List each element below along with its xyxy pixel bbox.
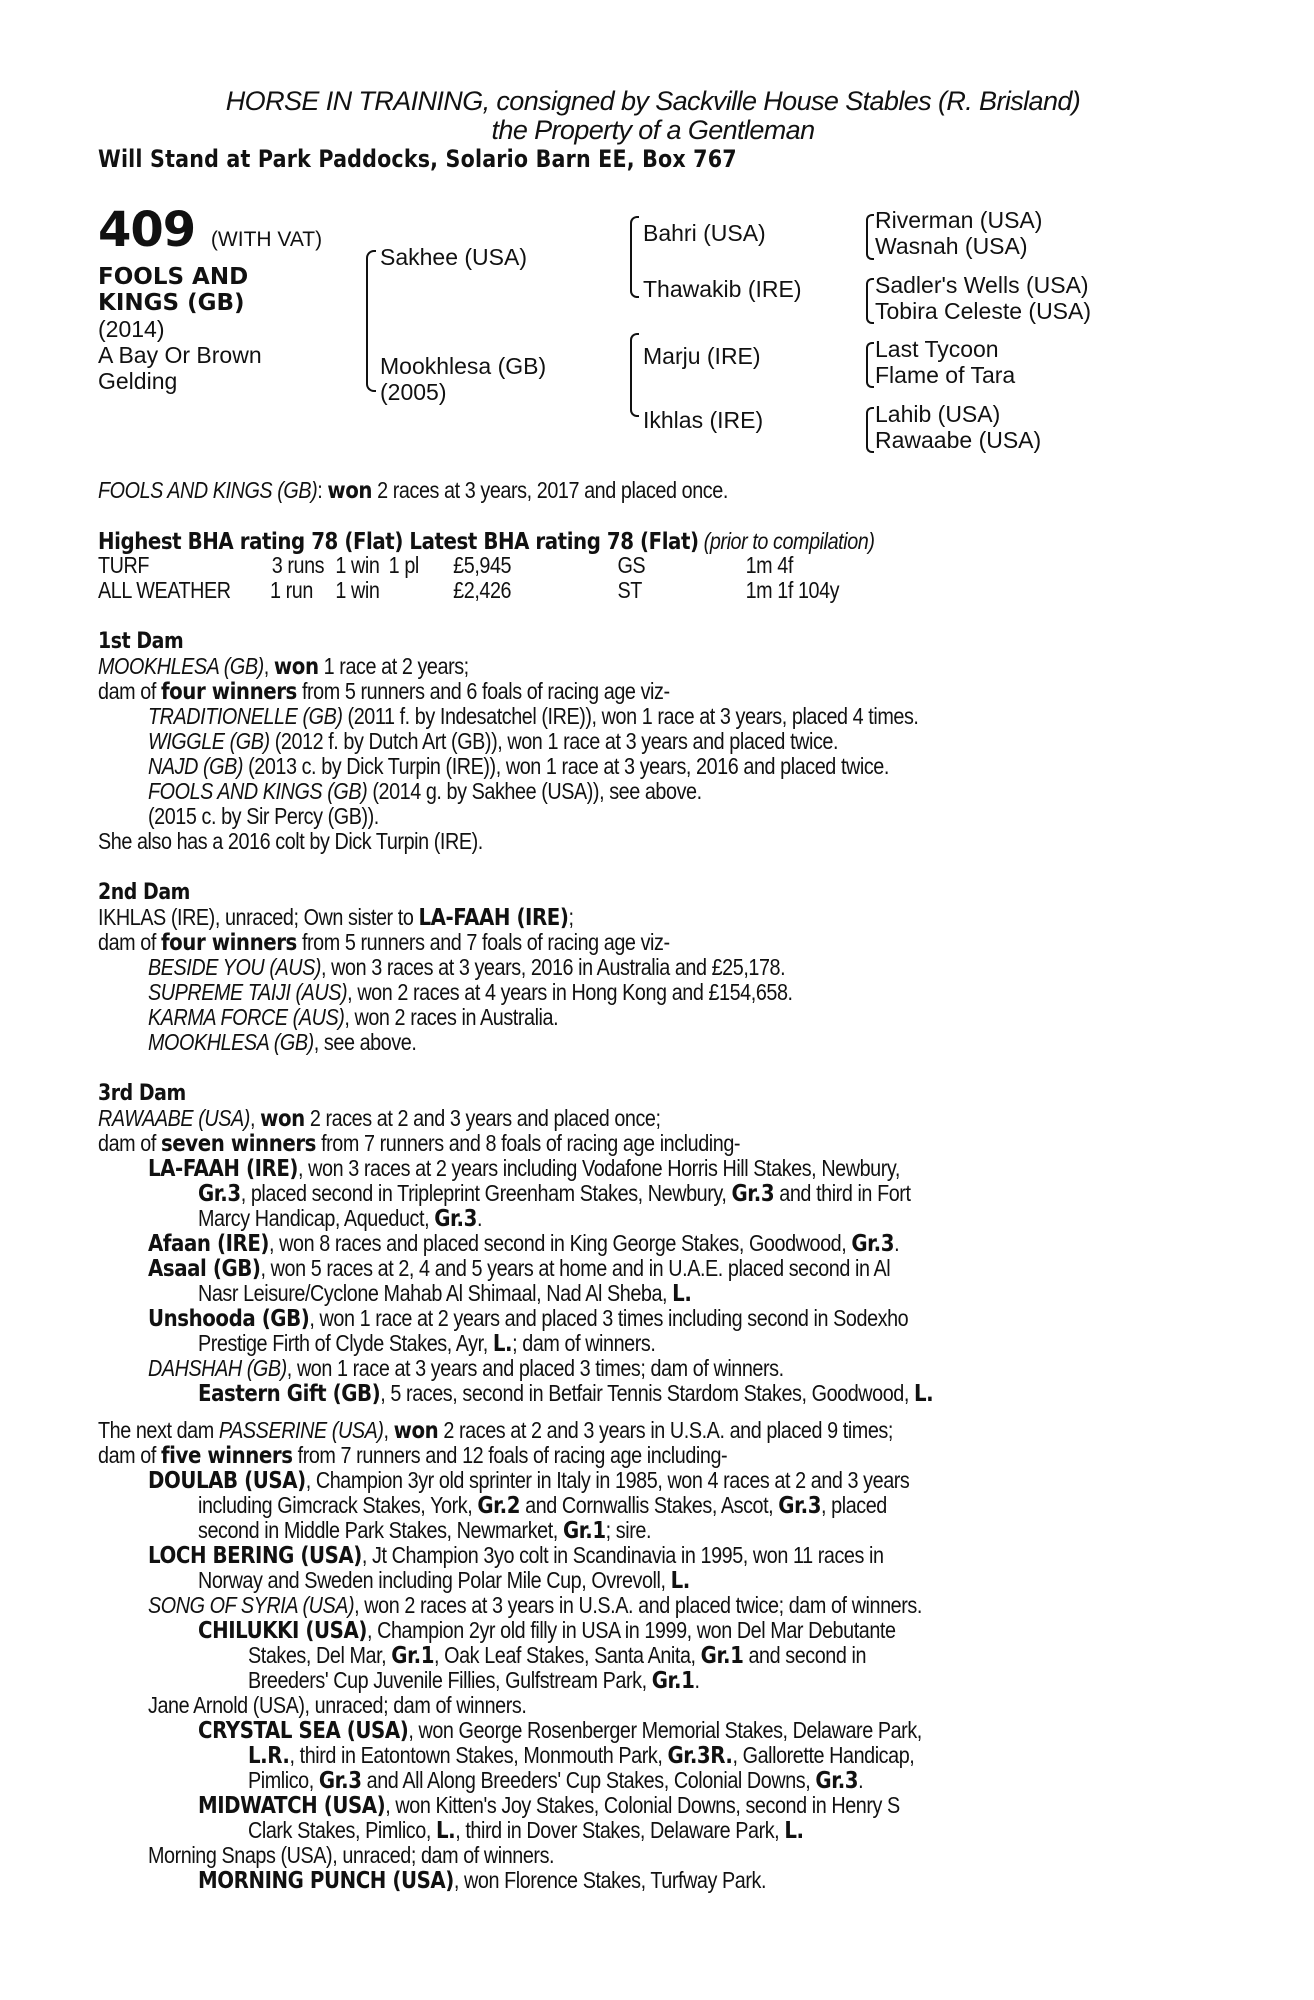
progeny-item	[148, 1005, 558, 1030]
text: from 7 runners and 12 foals of racing age including-	[292, 1442, 728, 1468]
summary-won: won	[327, 478, 373, 504]
progeny-detail: , won 1 race at 2 years and placed 3 times including second in Sodexho	[309, 1305, 909, 1331]
progeny-continuation	[248, 1743, 914, 1769]
progeny-name: Unshooda (GB)	[148, 1306, 310, 1332]
progeny-item	[198, 1381, 933, 1407]
progeny-detail: (2014 g. by Sakhee (USA)), see above.	[367, 778, 702, 804]
summary-colon: :	[317, 477, 328, 503]
text: dam of	[98, 929, 161, 955]
progeny-item	[148, 1156, 900, 1182]
text: ; dam of winners.	[512, 1330, 656, 1356]
record-going: GS	[617, 552, 646, 578]
progeny-name: Afaan (IRE)	[148, 1231, 270, 1257]
grade: Gr.3	[318, 1768, 362, 1794]
progeny-detail: Morning Snaps (USA), unraced; dam of winners.	[148, 1842, 555, 1868]
text: including Gimcrack Stakes, York,	[198, 1492, 478, 1518]
won-label: won	[273, 654, 319, 680]
winners-count: seven winners	[160, 1131, 317, 1157]
ancestor-sadlers-wells: Sadler's Wells (USA)	[875, 272, 1089, 298]
progeny-continuation	[198, 1181, 911, 1207]
text: , third in Eatontown Stakes, Monmouth Park,	[289, 1742, 668, 1768]
text: dam of	[98, 678, 161, 704]
record-prize: £2,426	[453, 577, 512, 603]
text: and Cornwallis Stakes, Ascot,	[520, 1492, 779, 1518]
progeny-detail: Jane Arnold (USA), unraced; dam of winners.	[148, 1692, 527, 1718]
ancestor-wasnah: Wasnah (USA)	[875, 233, 1028, 259]
grade: L.	[492, 1331, 513, 1357]
text: , Oak Leaf Stakes, Santa Anita,	[434, 1642, 701, 1668]
dam-name: MOOKHLESA (GB)	[98, 653, 264, 679]
text: from 5 runners and 7 foals of racing age viz-	[296, 929, 670, 955]
record-placed: 1 pl	[388, 552, 419, 578]
progeny-item	[148, 1231, 899, 1257]
summary-horse-name: FOOLS AND KINGS (GB)	[98, 477, 318, 503]
pedigree-brace-g3-4	[866, 407, 874, 453]
progeny-name: Eastern Gift (GB)	[198, 1381, 381, 1407]
progeny-item	[148, 1030, 416, 1055]
dam-year: (2005)	[380, 379, 447, 405]
progeny-name: LOCH BERING (USA)	[148, 1543, 362, 1569]
text: , placed second in Tripleprint Greenham Stakes, Newbury,	[240, 1180, 732, 1206]
ancestor-rawaabe: Rawaabe (USA)	[875, 427, 1042, 453]
text: IKHLAS (IRE), unraced; Own sister to	[98, 904, 419, 930]
text: and All Along Breeders' Cup Stakes, Colonial Downs,	[361, 1767, 816, 1793]
horse-name	[98, 264, 248, 316]
progeny-name: CHILUKKI (USA)	[198, 1618, 367, 1644]
horse-description-2: Gelding	[98, 368, 178, 394]
record-surface: TURF	[98, 552, 150, 578]
progeny-continuation	[248, 1668, 700, 1694]
record-wins: 1 win	[335, 577, 380, 603]
progeny-detail: , Jt Champion 3yo colt in Scandinavia in 1995, won 11 races in	[361, 1542, 884, 1568]
grade: L.	[435, 1818, 456, 1844]
progeny-item	[148, 779, 702, 804]
text: , Gallorette Handicap,	[732, 1742, 915, 1768]
pedigree-brace-gen1	[366, 250, 376, 392]
grade: Gr.1	[651, 1668, 695, 1694]
ancestor-flame-of-tara: Flame of Tara	[875, 362, 1016, 388]
progeny-detail: (2012 f. by Dutch Art (GB)), won 1 race at 3 years and placed twice.	[269, 728, 839, 754]
sire-dam: Thawakib (IRE)	[643, 276, 802, 302]
lot-number-block	[98, 202, 323, 265]
progeny-name: LA-FAAH (IRE)	[148, 1156, 299, 1182]
record-runs: 1 run	[270, 577, 313, 603]
progeny-detail: , won 3 races at 2 years including Vodafone Horris Hill Stakes, Newbury,	[298, 1155, 900, 1181]
pedigree-brace-g3-2	[866, 278, 874, 324]
progeny-detail: (2011 f. by Indesatchel (IRE)), won 1 race at 3 years, placed 4 times.	[342, 703, 919, 729]
grade: Gr.3	[851, 1231, 895, 1257]
progeny-item	[148, 1843, 554, 1868]
grade: Gr.3R.	[667, 1743, 733, 1769]
progeny-item	[148, 1356, 784, 1381]
progeny-continuation	[198, 1493, 887, 1519]
progeny-item	[198, 1718, 922, 1744]
horse-details	[98, 316, 262, 394]
progeny-name: NAJD (GB)	[148, 753, 244, 779]
text: Clark Stakes, Pimlico,	[248, 1817, 436, 1843]
next-dam-line1	[98, 1418, 893, 1444]
progeny-name: MOOKHLESA (GB)	[148, 1029, 314, 1055]
text: from 5 runners and 6 foals of racing age viz-	[296, 678, 670, 704]
pedigree-brace-sire	[630, 216, 639, 298]
won-label: won	[393, 1418, 439, 1444]
text: and third in Fort	[774, 1180, 911, 1206]
progeny-item	[148, 955, 785, 980]
won-label: won	[260, 1106, 305, 1132]
progeny-continuation	[248, 1818, 804, 1844]
horse-description-1: A Bay Or Brown	[98, 342, 262, 368]
progeny-item	[148, 729, 838, 754]
text: .	[476, 1205, 483, 1231]
text: Norway and Sweden including Polar Mile Cup, Ovrevoll,	[198, 1567, 671, 1593]
grade: Gr.3	[778, 1493, 822, 1519]
first-dam-title: 1st Dam	[98, 629, 184, 654]
progeny-item	[198, 1618, 896, 1644]
grade: L.	[784, 1818, 804, 1844]
progeny-name: CRYSTAL SEA (USA)	[198, 1718, 409, 1744]
progeny-name: DAHSHAH (GB)	[148, 1355, 287, 1381]
consignor-line: HORSE IN TRAINING, consigned by Sackville House Stables (R. Brisland)	[225, 86, 1081, 116]
progeny-item	[148, 1693, 526, 1718]
progeny-item	[148, 1468, 909, 1494]
dam-name: PASSERINE (USA)	[218, 1417, 384, 1443]
grade: L.	[672, 1281, 692, 1307]
text: .	[894, 1230, 900, 1256]
progeny-detail: (2013 c. by Dick Turpin (IRE)), won 1 race at 3 years, 2016 and placed twice.	[243, 753, 889, 779]
record-row-all-weather	[98, 578, 1044, 603]
grade: Gr.1	[391, 1643, 435, 1669]
foaling-year: (2014)	[98, 316, 165, 342]
progeny-item	[148, 980, 793, 1005]
text: Pimlico,	[248, 1767, 319, 1793]
winners-count: five winners	[160, 1443, 293, 1469]
progeny-name: WIGGLE (GB)	[148, 728, 270, 754]
progeny-item	[148, 804, 379, 829]
progeny-detail: , won 2 races in Australia.	[344, 1004, 559, 1030]
text: Marcy Handicap, Aqueduct,	[198, 1205, 435, 1231]
text: and second in	[743, 1642, 867, 1668]
progeny-detail: , won 5 races at 2, 4 and 5 years at home and in U.A.E. placed second in Al	[260, 1255, 891, 1281]
record-runs: 3 runs	[271, 552, 325, 578]
grade: L.	[913, 1381, 934, 1407]
progeny-continuation	[198, 1281, 691, 1307]
grade: Gr.3	[198, 1181, 241, 1207]
progeny-detail: , Champion 2yr old filly in USA in 1999, won Del Mar Debutante	[366, 1617, 896, 1643]
first-dam-footer: She also has a 2016 colt by Dick Turpin (IRE).	[98, 828, 483, 854]
pedigree-brace-g3-3	[866, 342, 874, 388]
dam-name: RAWAABE (USA)	[98, 1105, 250, 1131]
winners-count: four winners	[160, 679, 297, 705]
progeny-continuation	[198, 1331, 655, 1357]
grade: Gr.3	[815, 1768, 859, 1794]
progeny-detail: , won George Rosenberger Memorial Stakes, Delaware Park,	[408, 1717, 922, 1743]
progeny-detail: , 5 races, second in Betfair Tennis Stardom Stakes, Goodwood,	[380, 1380, 914, 1406]
text: second in Middle Park Stakes, Newmarket,	[198, 1517, 563, 1543]
progeny-detail: , won 2 races at 3 years in U.S.A. and placed twice; dam of winners.	[354, 1592, 922, 1618]
progeny-name: SUPREME TAIJI (AUS)	[148, 979, 348, 1005]
progeny-detail: , see above.	[313, 1029, 417, 1055]
pedigree-brace-dam	[630, 333, 639, 417]
progeny-continuation	[198, 1518, 651, 1544]
text: ; sire.	[605, 1517, 652, 1543]
text: ,	[383, 1417, 394, 1443]
text: Stakes, Del Mar,	[248, 1642, 392, 1668]
sire: Sakhee (USA)	[380, 244, 528, 270]
progeny-item	[148, 1256, 890, 1282]
progeny-item	[198, 1793, 900, 1819]
ancestor-last-tycoon: Last Tycoon	[875, 336, 999, 362]
vat-label: (WITH VAT)	[210, 228, 323, 251]
record-surface: ALL WEATHER	[98, 577, 231, 603]
progeny-name: FOOLS AND KINGS (GB)	[148, 778, 368, 804]
third-dam-line1: RAWAABE (USA), won 2 races at 2 and 3 years and placed once;	[98, 1105, 661, 1132]
progeny-name: MORNING PUNCH (USA)	[198, 1868, 454, 1894]
first-dam-line1: MOOKHLESA (GB), won 1 race at 2 years;	[98, 653, 469, 680]
property-line: the Property of a Gentleman	[491, 115, 815, 145]
progeny-detail: , won 3 races at 3 years, 2016 in Australia and £25,178.	[321, 954, 786, 980]
third-dam-title: 3rd Dam	[98, 1081, 186, 1106]
grade: L.	[670, 1568, 690, 1594]
progeny-continuation	[248, 1643, 866, 1669]
progeny-item	[148, 1543, 884, 1569]
progeny-detail: , won 2 races at 4 years in Hong Kong and £154,658.	[347, 979, 793, 1005]
next-dam-line2	[98, 1443, 727, 1469]
grade: Gr.2	[477, 1493, 521, 1519]
grade: Gr.1	[562, 1518, 606, 1544]
record-prize: £5,945	[453, 552, 512, 578]
bha-rating-title: Highest BHA rating 78 (Flat) Latest BHA rating 78 (Flat)	[98, 529, 699, 555]
progeny-detail: (2015 c. by Sir Percy (GB)).	[148, 803, 379, 829]
sibling-name: LA-FAAH (IRE)	[418, 905, 569, 931]
stabling-line: Will Stand at Park Paddocks, Solario Barn EE, Box 767	[98, 145, 737, 173]
progeny-name: BESIDE YOU (AUS)	[148, 954, 322, 980]
second-dam-title: 2nd Dam	[98, 880, 190, 905]
ancestor-lahib: Lahib (USA)	[875, 401, 1001, 427]
progeny-detail: , won 1 race at 3 years and placed 3 times; dam of winners.	[286, 1355, 784, 1381]
lot-number: 409	[98, 202, 196, 258]
progeny-item	[148, 704, 918, 729]
progeny-name: MIDWATCH (USA)	[198, 1793, 386, 1819]
record-distance: 1m 4f	[745, 552, 793, 578]
progeny-item	[198, 1868, 766, 1894]
record-row-turf	[98, 553, 1044, 578]
grade: Gr.3	[434, 1206, 477, 1232]
first-dam-line2	[98, 679, 670, 705]
dam: Mookhlesa (GB)	[380, 353, 547, 379]
text: from 7 runners and 8 foals of racing age including-	[316, 1130, 741, 1156]
dam-record: 1 race at 2 years;	[318, 653, 469, 679]
progeny-name: SONG OF SYRIA (USA)	[148, 1592, 355, 1618]
progeny-item	[148, 754, 889, 779]
progeny-continuation	[198, 1206, 482, 1232]
sire-sire: Bahri (USA)	[643, 220, 766, 246]
winners-count: four winners	[160, 930, 297, 956]
progeny-name: KARMA FORCE (AUS)	[148, 1004, 345, 1030]
text: 2 races at 2 and 3 years in U.S.A. and placed 9 times;	[438, 1417, 893, 1443]
record-going: ST	[617, 577, 642, 603]
text: Prestige Firth of Clyde Stakes, Ayr,	[198, 1330, 493, 1356]
text: , placed	[821, 1492, 887, 1518]
grade: Gr.1	[700, 1643, 744, 1669]
text: dam of	[98, 1442, 161, 1468]
progeny-detail: , won 8 races and placed second in King George Stakes, Goodwood,	[269, 1230, 852, 1256]
progeny-item	[148, 1593, 922, 1618]
text: , third in Dover Stakes, Delaware Park,	[455, 1817, 785, 1843]
dam-dam: Ikhlas (IRE)	[643, 407, 764, 433]
dam-sire: Marju (IRE)	[643, 343, 761, 369]
second-dam-line1	[98, 905, 574, 931]
text: Breeders' Cup Juvenile Fillies, Gulfstream Park,	[248, 1667, 652, 1693]
progeny-continuation	[248, 1768, 863, 1794]
summary-rest: 2 races at 3 years, 2017 and placed once.	[372, 477, 728, 503]
progeny-name: Asaal (GB)	[148, 1256, 261, 1282]
text: Nasr Leisure/Cyclone Mahab Al Shimaal, Nad Al Sheba,	[198, 1280, 673, 1306]
text: The next dam	[98, 1417, 219, 1443]
dam-record: 2 races at 2 and 3 years and placed once;	[304, 1105, 661, 1131]
second-dam-line2	[98, 930, 670, 956]
progeny-detail: , Champion 3yr old sprinter in Italy in 1985, won 4 races at 2 and 3 years	[305, 1467, 910, 1493]
ancestor-tobira-celeste: Tobira Celeste (USA)	[875, 298, 1092, 324]
record-wins: 1 win	[335, 552, 380, 578]
text: dam of	[98, 1130, 161, 1156]
grade: Gr.3	[731, 1181, 775, 1207]
grade: L.R.	[248, 1743, 290, 1769]
pedigree-brace-g3-1	[866, 214, 874, 260]
horse-name-line2: KINGS (GB)	[98, 290, 245, 316]
bha-rating-note: (prior to compilation)	[703, 528, 875, 554]
horse-name-line1: FOOLS AND	[98, 264, 249, 290]
progeny-detail: , won Kitten's Joy Stakes, Colonial Downs, second in Henry S	[385, 1792, 900, 1818]
text: .	[694, 1667, 700, 1693]
third-dam-line2	[98, 1131, 740, 1157]
progeny-detail: , won Florence Stakes, Turfway Park.	[453, 1867, 767, 1893]
progeny-item	[148, 1306, 908, 1332]
progeny-name: DOULAB (USA)	[148, 1468, 306, 1494]
record-distance: 1m 1f 104y	[745, 577, 840, 603]
progeny-name: TRADITIONELLE (GB)	[148, 703, 343, 729]
ancestor-riverman: Riverman (USA)	[875, 207, 1043, 233]
race-summary	[98, 478, 728, 504]
text: ;	[568, 904, 574, 930]
progeny-continuation	[198, 1568, 690, 1594]
text: .	[858, 1767, 864, 1793]
